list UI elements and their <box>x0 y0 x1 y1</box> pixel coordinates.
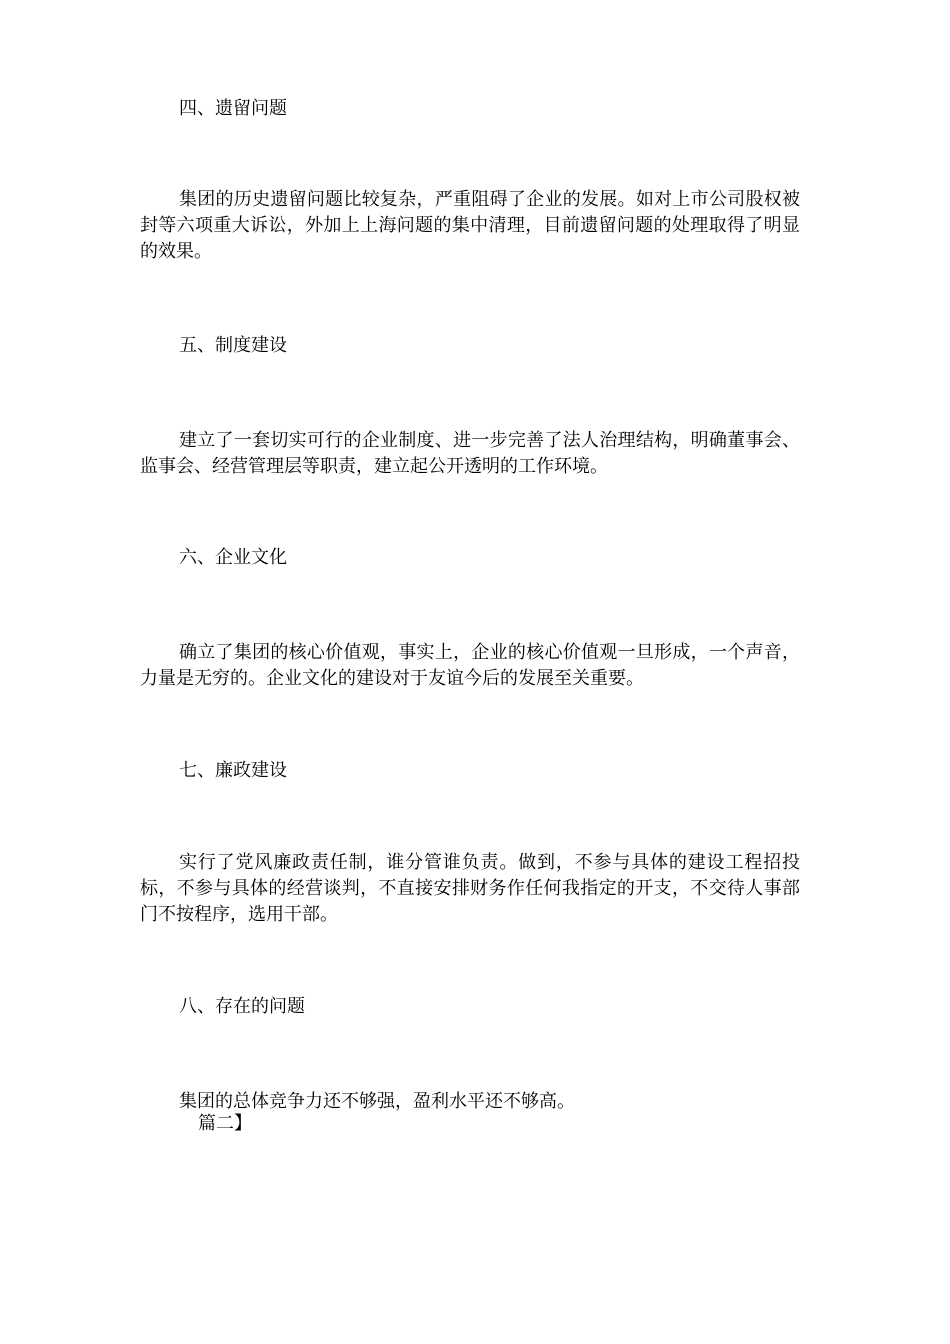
section-body-6: 确立了集团的核心价值观，事实上，企业的核心价值观一旦形成，一个声音，力量是无穷的。企业文化的建设对于友谊今后的发展至关重要。 <box>140 642 800 689</box>
section-heading-5: 五、制度建设 <box>179 335 287 356</box>
section-body-4: 集团的历史遗留问题比较复杂，严重阻碍了企业的发展。如对上市公司股权被封等六项重大诉讼，外加上上海问题的集中清理，目前遗留问题的处理取得了明显的效果。 <box>140 189 800 262</box>
section-heading-8: 八、存在的问题 <box>179 996 305 1017</box>
section-body-8: 集团的总体竞争力还不够强，盈利水平还不够高。 <box>179 1091 575 1112</box>
section-heading-7: 七、廉政建设 <box>179 760 287 781</box>
section-body-5: 建立了一套切实可行的企业制度、进一步完善了法人治理结构，明确董事会、监事会、经营管理层等职责，建立起公开透明的工作环境。 <box>140 430 800 477</box>
footer-label: 篇二】 <box>198 1113 252 1134</box>
section-heading-4: 四、遗留问题 <box>179 98 287 119</box>
section-body-7: 实行了党风廉政责任制，谁分管谁负责。做到，不参与具体的建设工程招投标，不参与具体的经营谈判，不直接安排财务作任何我指定的开支，不交待人事部门不按程序，选用干部。 <box>140 852 800 925</box>
section-heading-6: 六、企业文化 <box>179 547 287 568</box>
